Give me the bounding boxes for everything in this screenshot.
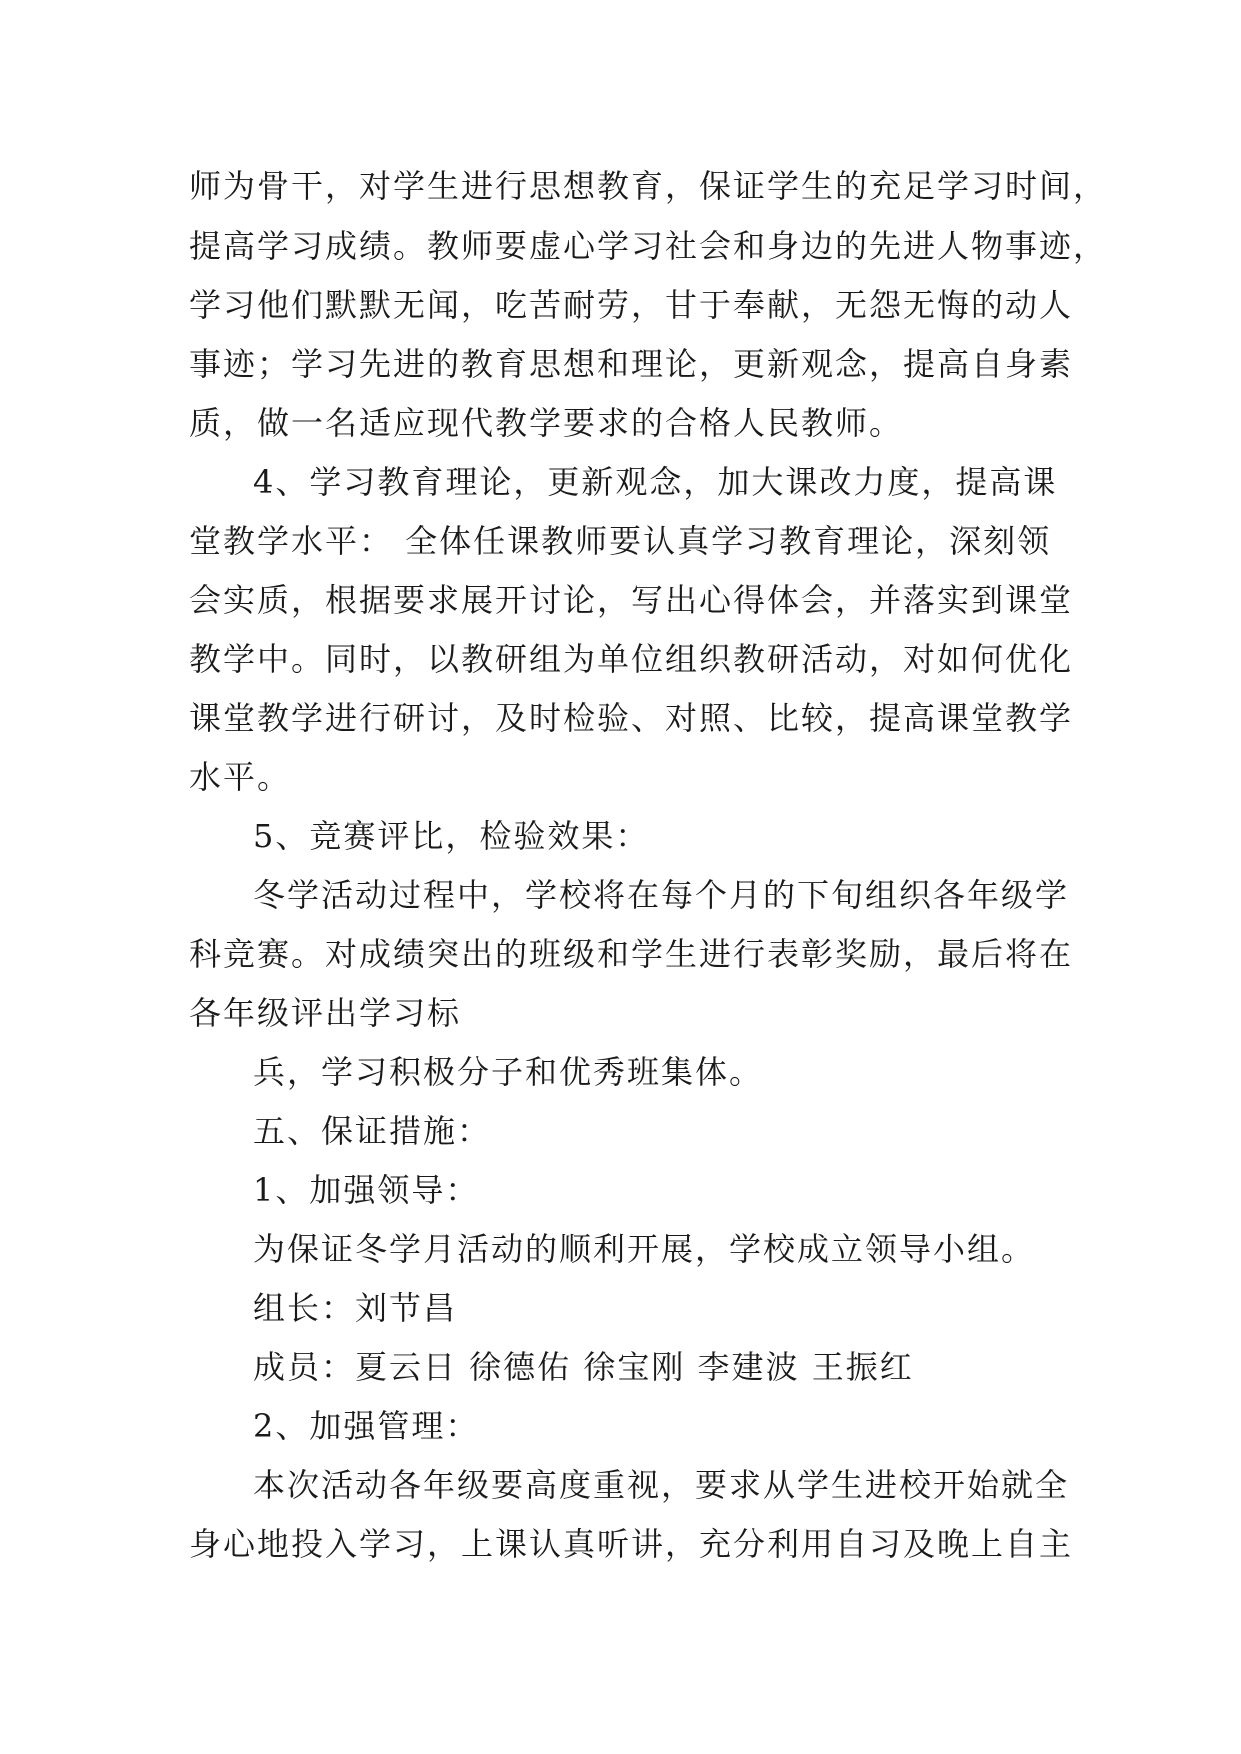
text-line: 为保证冬学月活动的顺利开展，学校成立领导小组。 xyxy=(253,1230,1036,1268)
text-line: 本次活动各年级要高度重视，要求从学生进校开始就全 xyxy=(253,1466,1070,1504)
text-line: 堂教学水平： 全体任课教师要认真学习教育理论，深刻领 xyxy=(189,522,1052,560)
text-line: 5、竞赛评比，检验效果： xyxy=(253,817,650,855)
text-line: 1、加强领导： xyxy=(253,1171,480,1209)
text-line: 质，做一名适应现代教学要求的合格人民教师。 xyxy=(189,404,904,442)
text-line: 身心地投入学习，上课认真听讲，充分利用自习及晚上自主 xyxy=(189,1525,1074,1563)
text-line: 水平。 xyxy=(189,758,292,796)
text-line: 会实质，根据要求展开讨论，写出心得体会，并落实到课堂 xyxy=(189,581,1074,619)
text-line: 科竞赛。对成绩突出的班级和学生进行表彰奖励，最后将在 xyxy=(189,935,1074,973)
text-line: 4、学习教育理论，更新观念，加大课改力度，提高课 xyxy=(253,463,1058,501)
text-line: 冬学活动过程中，学校将在每个月的下旬组织各年级学 xyxy=(253,876,1070,914)
text-line: 教学中。同时，以教研组为单位组织教研活动，对如何优化 xyxy=(189,640,1074,678)
text-line: 成员：夏云日 徐德佑 徐宝刚 李建波 王振红 xyxy=(253,1348,914,1386)
text-line: 事迹；学习先进的教育思想和理论，更新观念，提高自身素 xyxy=(189,345,1074,383)
text-line: 学习他们默默无闻，吃苦耐劳，甘于奉献，无怨无悔的动人 xyxy=(189,286,1074,324)
text-line: 五、保证措施： xyxy=(253,1112,492,1150)
text-line: 组长：刘节昌 xyxy=(253,1289,458,1327)
text-line: 提高学习成绩。教师要虚心学习社会和身边的先进人物事迹， xyxy=(189,227,1108,265)
text-line: 兵，学习积极分子和优秀班集体。 xyxy=(253,1053,764,1091)
text-line: 各年级评出学习标 xyxy=(189,994,462,1032)
text-line: 师为骨干，对学生进行思想教育，保证学生的充足学习时间， xyxy=(189,167,1108,205)
text-line: 2、加强管理： xyxy=(253,1407,480,1445)
text-line: 课堂教学进行研讨，及时检验、对照、比较，提高课堂教学 xyxy=(189,699,1074,737)
